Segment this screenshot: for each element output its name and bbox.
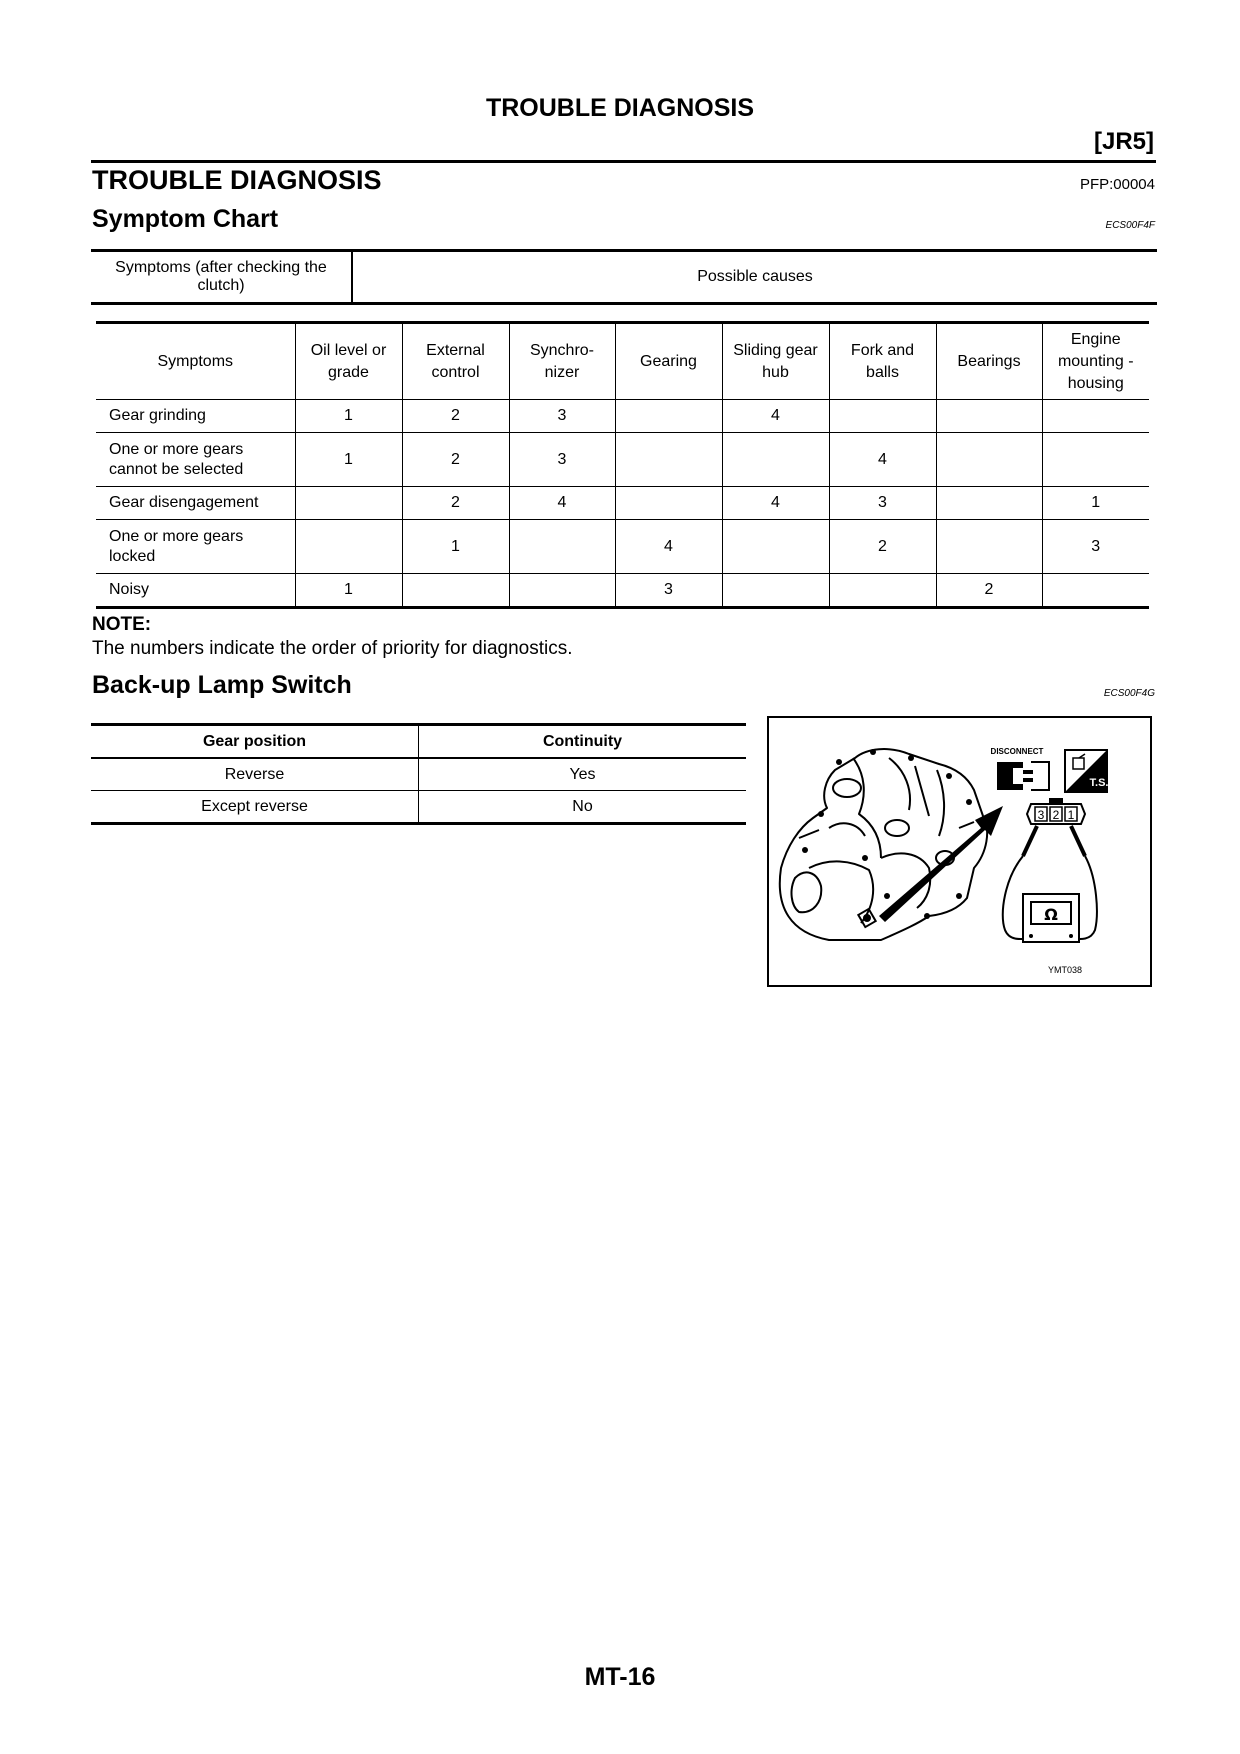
symptom-chart-header-table (91, 249, 1157, 305)
symptom-chart-title: Symptom Chart (92, 205, 279, 233)
priority-cell (1042, 574, 1149, 608)
priority-cell (509, 520, 615, 574)
figure-code: YMT038 (1047, 965, 1083, 975)
priority-cell: 2 (402, 433, 509, 487)
priority-cell (1042, 400, 1149, 433)
table-row (96, 487, 1149, 520)
symptom-cell: Gear grinding (96, 400, 295, 433)
priority-cell: 4 (722, 400, 829, 433)
priority-cell (936, 433, 1042, 487)
priority-cell: 4 (829, 433, 936, 487)
backup-lamp-title: Back-up Lamp Switch (92, 671, 352, 699)
column-header: Synchro-nizer (509, 323, 615, 400)
priority-cell: 2 (402, 400, 509, 433)
priority-cell: 1 (295, 574, 402, 608)
backup-lamp-table (91, 723, 746, 825)
priority-cell: 3 (509, 400, 615, 433)
priority-cell: 3 (1042, 520, 1149, 574)
terminal-label: 2 (1052, 808, 1060, 822)
bolt-heads (802, 749, 972, 919)
table-row (96, 400, 1149, 433)
priority-cell (722, 520, 829, 574)
priority-cell: 2 (936, 574, 1042, 608)
note-title: NOTE: (92, 614, 152, 635)
disconnect-icon (997, 762, 1049, 790)
priority-cell: 2 (829, 520, 936, 574)
section-code: [JR5] (1093, 128, 1154, 155)
priority-cell: 1 (295, 400, 402, 433)
disconnect-label: DISCONNECT (990, 747, 1044, 756)
page-header-title: TROUBLE DIAGNOSIS (485, 94, 755, 122)
table-row (91, 758, 746, 791)
table-header-row (91, 725, 746, 759)
page-number: MT-16 (584, 1663, 656, 1691)
symptom-cell: Gear disengagement (96, 487, 295, 520)
header-rule (91, 160, 1156, 163)
priority-cell (829, 400, 936, 433)
gear-position-cell: Except reverse (91, 791, 419, 824)
table-row (96, 574, 1149, 608)
priority-cell (829, 574, 936, 608)
symptom-chart-table (96, 321, 1149, 609)
priority-cell: 4 (509, 487, 615, 520)
column-header: Oil level or grade (295, 323, 402, 400)
priority-cell: 2 (402, 487, 509, 520)
priority-cell (509, 574, 615, 608)
header-causes-cell: Possible causes (697, 268, 813, 285)
column-header: Sliding gear hub (722, 323, 829, 400)
terminal-label: 1 (1067, 808, 1075, 822)
symptom-cell: Noisy (96, 574, 295, 608)
priority-cell: 3 (829, 487, 936, 520)
priority-cell (295, 520, 402, 574)
priority-cell (402, 574, 509, 608)
terminal-label: 3 (1037, 808, 1045, 822)
table-header-row (96, 323, 1149, 400)
column-header: Fork and balls (829, 323, 936, 400)
priority-cell (615, 400, 722, 433)
priority-cell: 4 (615, 520, 722, 574)
priority-cell (295, 487, 402, 520)
priority-cell (615, 433, 722, 487)
ohmmeter-icon (1023, 894, 1079, 942)
table-row (91, 791, 746, 824)
symptom-cell: One or more gears locked (96, 520, 295, 574)
connector-icon (1027, 798, 1085, 824)
symptom-cell: One or more gears cannot be selected (96, 433, 295, 487)
priority-cell (615, 487, 722, 520)
priority-cell (936, 400, 1042, 433)
table-row (96, 433, 1149, 487)
arrow-icon (879, 806, 1003, 922)
priority-cell: 3 (615, 574, 722, 608)
priority-cell (936, 487, 1042, 520)
ts-icon (1065, 750, 1108, 792)
priority-cell: 1 (1042, 487, 1149, 520)
ohm-symbol: Ω (1044, 905, 1058, 924)
priority-cell (722, 574, 829, 608)
priority-cell (936, 520, 1042, 574)
backup-lamp-switch-illustration (767, 716, 1152, 987)
gear-position-cell: Reverse (91, 758, 419, 791)
header-symptoms-cell: Symptoms (after checking the clutch) (91, 251, 352, 304)
note-text: The numbers indicate the order of priority for diagnostics. (92, 638, 573, 659)
column-header: Engine mounting - housing (1042, 323, 1149, 400)
column-header: Continuity (419, 725, 747, 759)
section-title: TROUBLE DIAGNOSIS (92, 165, 382, 195)
table-row (96, 520, 1149, 574)
symptom-chart-code: ECS00F4F (1105, 220, 1155, 231)
continuity-cell: No (572, 797, 593, 815)
priority-cell (722, 433, 829, 487)
backup-lamp-code: ECS00F4G (1103, 688, 1155, 699)
ts-label: T.S. (1089, 777, 1109, 789)
priority-cell: 4 (722, 487, 829, 520)
column-header: External control (402, 323, 509, 400)
priority-cell: 1 (402, 520, 509, 574)
transmission-drawing (780, 749, 987, 940)
column-header: Symptoms (96, 323, 295, 400)
continuity-cell: Yes (419, 758, 747, 791)
priority-cell: 3 (509, 433, 615, 487)
column-header: Gear position (91, 725, 419, 759)
priority-cell (1042, 433, 1149, 487)
column-header: Bearings (936, 323, 1042, 400)
priority-cell: 1 (295, 433, 402, 487)
pfp-code: PFP:00004 (1079, 176, 1155, 193)
column-header: Gearing (615, 323, 722, 400)
switch-location-icon (858, 909, 875, 927)
